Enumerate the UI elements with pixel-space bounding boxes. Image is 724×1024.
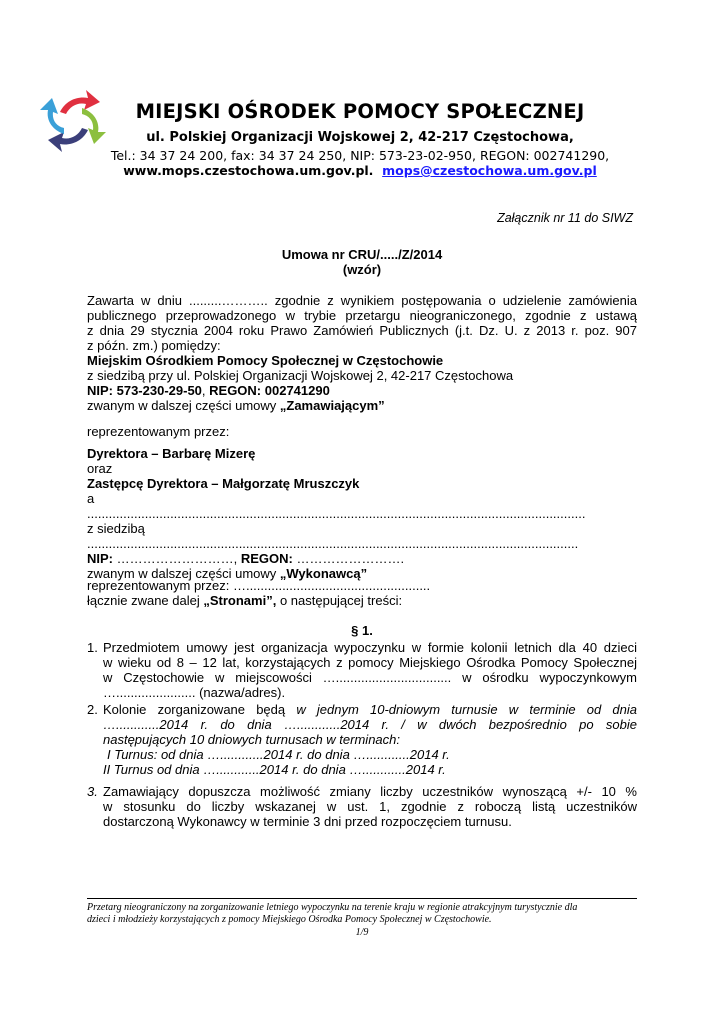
intro-paragraph xyxy=(87,293,637,413)
intro-line-4: z późn. zm.) pomiędzy: xyxy=(87,338,221,353)
represented-label: reprezentowanym przez: xyxy=(87,424,230,439)
contractor-ids xyxy=(87,551,637,566)
footer-line-2: dzieci i młodzieży korzystających z pomocy Miejskiego Ośrodka Pomocy Społecznej w Częstochowie. xyxy=(87,914,492,925)
called-prefix: zwanym w dalszej części umowy xyxy=(87,398,280,413)
jointly-prefix: łącznie zwane dalej xyxy=(87,593,204,608)
footer-line-1: Przetarg nieograniczony na zorganizowanie letniego wypoczynku na terenie kraju w regionie atrakcyjnym turystycznie dla xyxy=(87,902,578,913)
footer-divider xyxy=(87,898,637,899)
party-regon: REGON: 002741290 xyxy=(209,383,330,398)
contractor-seat: z siedzibą ........................................................................................................................................ xyxy=(87,521,579,551)
item1-line-3: w Częstochowie w miejscowości …................................ w ośrodku wypoczynkowym xyxy=(103,670,637,685)
item1-line-4: …...................... (nazwa/adres). xyxy=(103,685,286,700)
contract-type: (wzór) xyxy=(342,262,382,277)
item2-line-2: …............2014 r. do dnia …............2014 r. / w dwóch bezpośrednio po sobie xyxy=(103,717,637,732)
jointly-name: „Stronami”, xyxy=(203,593,277,608)
item1-line-2: w wieku od 8 – 12 lat, korzystających z pomocy Miejskiego Ośrodka Pomocy Społecznej xyxy=(103,655,637,670)
org-name: MIEJSKI OŚRODEK POMOCY SPOŁECZNEJ xyxy=(135,100,585,123)
intro-line-3: z dnia 29 stycznia 2004 roku Prawo Zamówień Publicznych (j.t. Dz. U. z 2013 r. poz. 907 xyxy=(87,323,637,338)
party-ids-sep: , xyxy=(201,383,210,398)
closing-block xyxy=(87,578,637,608)
item3-line-1: Zamawiający dopuszcza możliwość zmiany liczby uczestników wynoszącą +/- 10 % xyxy=(103,784,637,799)
email-link[interactable]: mops@czestochowa.um.gov.pl xyxy=(382,163,597,178)
party-ids xyxy=(87,383,637,398)
party-nip: NIP: 573-230-29-50 xyxy=(87,383,202,398)
turn2-dates: …............2014 r. do dnia …............2014 r. xyxy=(199,762,446,777)
list-item-3 xyxy=(87,784,637,829)
list-item-2-number: 2. xyxy=(87,702,98,717)
org-address: ul. Polskiej Organizacji Wojskowej 2, 42-217 Częstochowa, xyxy=(146,130,574,145)
turn1-dates: …............2014 r. do dnia …............2014 r. xyxy=(203,747,450,762)
oraz-text: oraz xyxy=(87,461,113,476)
section-title: § 1. xyxy=(351,623,373,638)
intro-line-2: publicznego przeprowadzonego w trybie przetargu nieograniczonego, zgodnie z ustawą xyxy=(87,308,637,323)
jointly-line xyxy=(87,593,637,608)
nip-label: NIP: xyxy=(87,551,113,566)
party-name: Miejskim Ośrodkiem Pomocy Społecznej w Częstochowie xyxy=(87,353,444,368)
item3-line-2: w stosunku do liczby wskazanej w ust. 1, zgodnie z roboczą listą uczestników xyxy=(103,799,637,814)
party-address: z siedzibą przy ul. Polskiej Organizacji Wojskowej 2, 42-217 Częstochowa xyxy=(87,368,514,383)
list-item-1 xyxy=(87,640,637,700)
footer-text xyxy=(87,902,637,926)
item2-line-3: następujących 10 dniowych turnusach w terminach: xyxy=(103,732,400,747)
contract-number: Umowa nr CRU/...../Z/2014 xyxy=(281,247,443,262)
item2-line-1b: w jednym 10-dniowym turnusie w terminie od dnia xyxy=(296,702,637,717)
representative-1: Dyrektora – Barbarę Mizerę xyxy=(87,446,256,461)
mops-logo-icon xyxy=(38,86,108,156)
regon-dots: ……………………. xyxy=(292,551,405,566)
item3-line-3: dostarczoną Wykonawcy w terminie 3 dni przed rozpoczęciem turnusu. xyxy=(103,814,512,829)
item1-line-1: Przedmiotem umowy jest organizacja wypoczynku w formie kolonii letnich dla 40 dzieci xyxy=(103,640,637,655)
nip-dots: ………………………, xyxy=(113,551,241,566)
item2-line-1 xyxy=(103,702,637,717)
item2-turn-2 xyxy=(103,762,637,777)
item2-turn-1 xyxy=(103,747,637,762)
representative-2-label: reprezentowanym przez: …................................................... xyxy=(87,578,431,593)
turn2-label: II Turnus od dnia xyxy=(103,762,200,777)
page-number: 1/9 xyxy=(355,927,369,938)
intro-line-1: Zawarta w dniu .........……….. zgodnie z wynikiem postępowania o udzielenie zamówienia xyxy=(87,293,637,308)
org-contact: Tel.: 34 37 24 200, fax: 34 37 24 250, NIP: 573-23-02-950, REGON: 002741290, xyxy=(110,148,610,163)
party-called xyxy=(87,398,637,413)
representatives xyxy=(87,446,637,581)
jointly-suffix: o następującej treści: xyxy=(276,593,403,608)
regon-label: REGON: xyxy=(240,551,293,566)
contractor-called-prefix: zwanym w dalszej części umowy xyxy=(87,566,280,581)
org-web-line xyxy=(100,163,620,178)
attachment-label: Załącznik nr 11 do SIWZ xyxy=(497,211,633,225)
list-item-3-number: 3. xyxy=(87,784,98,799)
contractor-name-dots: .......................................................................................................................................... xyxy=(87,506,586,521)
list-item-2 xyxy=(87,702,637,777)
a-text: a xyxy=(87,491,95,506)
called-name: „Zamawiającym” xyxy=(279,398,385,413)
contractor-called-name: „Wykonawcą” xyxy=(279,566,368,581)
turn1-label: I Turnus: od dnia xyxy=(107,747,204,762)
website-text: www.mops.czestochowa.um.gov.pl. xyxy=(123,163,374,178)
list-item-1-number: 1. xyxy=(87,640,98,655)
representative-2: Zastępcę Dyrektora – Małgorzatę Mruszczyk xyxy=(87,476,360,491)
item2-line-1a: Kolonie zorganizowane będą xyxy=(103,702,297,717)
